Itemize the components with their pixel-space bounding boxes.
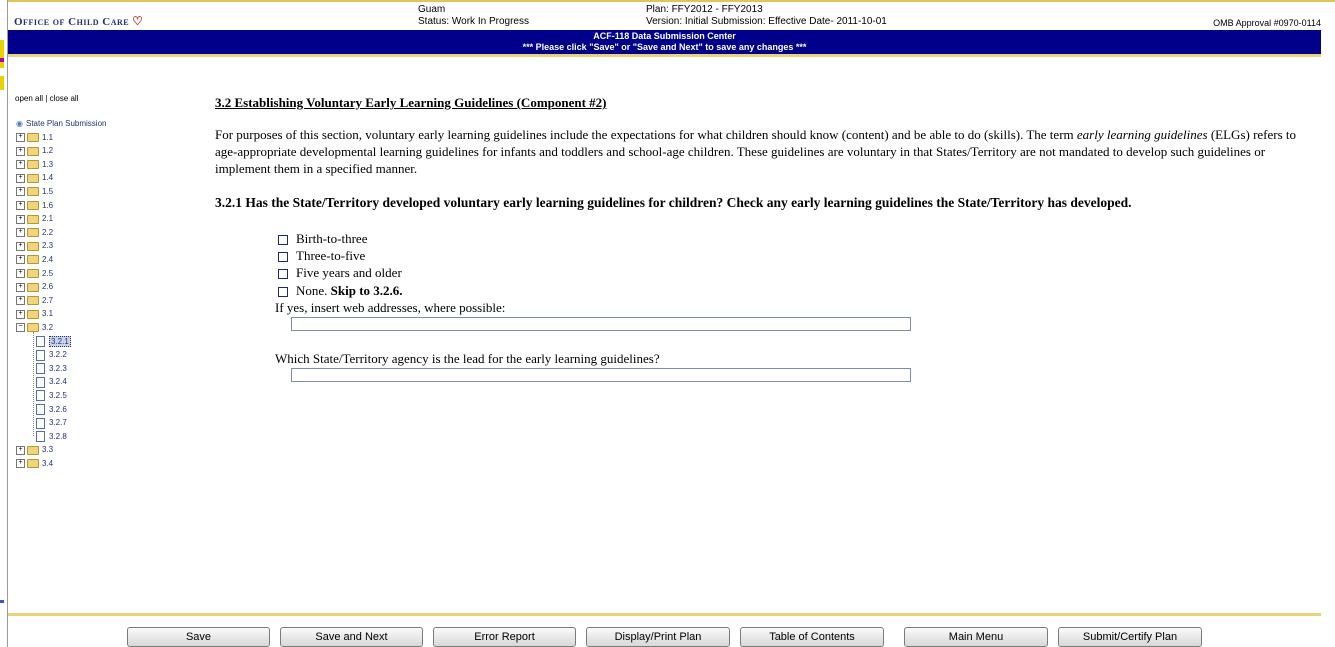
expand-icon[interactable]: + (16, 296, 25, 305)
expand-icon[interactable]: + (16, 242, 25, 251)
collapse-icon[interactable]: − (16, 323, 25, 332)
tree-folder-label: 2.3 (42, 241, 54, 251)
document-icon (36, 336, 45, 347)
tree-item-label: 3.2.2 (49, 350, 67, 360)
edge-marker (0, 600, 4, 603)
document-icon (36, 390, 45, 401)
document-icon (36, 404, 45, 415)
banner-notice: *** Please click "Save" or "Save and Next" to save any changes *** (522, 42, 807, 52)
tree-folder-label: 1.4 (42, 173, 54, 183)
web-address-input[interactable] (291, 317, 911, 331)
tree-folder-label: 2.1 (42, 214, 54, 224)
folder-icon (27, 160, 39, 169)
expand-icon[interactable]: + (16, 269, 25, 278)
document-icon (36, 377, 45, 388)
expand-icon[interactable]: + (16, 459, 25, 468)
tree-folder-2-1[interactable] (16, 213, 53, 225)
option-label: Three-to-five (296, 248, 366, 263)
expand-icon[interactable]: + (16, 283, 25, 292)
tree-folder-label: 1.1 (42, 132, 54, 142)
option-label: Five years and older (296, 265, 402, 280)
expand-icon[interactable]: + (16, 228, 25, 237)
option-label: Birth-to-three (296, 231, 368, 246)
section-intro (215, 126, 1307, 177)
tree-item-label: 3.2.3 (49, 363, 67, 373)
intro-emphasis: early learning guidelines (1076, 127, 1208, 142)
folder-icon (27, 147, 39, 156)
tree-folder-label: 1.5 (42, 187, 54, 196)
tree-folder-label: 1.3 (42, 159, 54, 169)
folder-icon (27, 446, 39, 455)
folder-icon (27, 187, 39, 196)
tree-item-3-2-7[interactable] (36, 417, 67, 429)
tree-folder-1-6[interactable] (16, 200, 53, 212)
option-five-and-older[interactable] (278, 265, 402, 281)
lead-agency-input[interactable] (291, 368, 911, 382)
expand-icon[interactable]: + (16, 160, 25, 169)
tree-folder-3-1[interactable] (16, 308, 53, 320)
tree-folder-2-3[interactable] (16, 240, 53, 252)
folder-icon (27, 174, 39, 183)
tree-item-3-2-2[interactable] (36, 349, 67, 361)
submit-certify-button[interactable]: Submit/Certify Plan (1058, 627, 1202, 647)
plan-status: Status: Work In Progress (418, 16, 529, 27)
edge-marker (0, 58, 4, 62)
tree-folder-1-4[interactable] (16, 172, 53, 184)
tree-item-3-2-4[interactable] (36, 376, 67, 388)
office-logo: Office of Child Care ♡ (14, 14, 144, 28)
tree-folder-label: 1.6 (42, 200, 54, 210)
tree-folder-label: 2.2 (42, 227, 54, 237)
tree-folder-2-6[interactable] (16, 281, 53, 293)
save-button[interactable]: Save (127, 627, 270, 647)
main-menu-button[interactable]: Main Menu (904, 627, 1048, 647)
option-birth-to-three[interactable] (278, 231, 367, 247)
document-icon (36, 350, 45, 361)
expand-icon[interactable]: + (16, 255, 25, 264)
folder-icon (27, 215, 39, 224)
tree-separator: | (43, 94, 50, 103)
tree-folder-label: 2.6 (42, 282, 54, 292)
checkbox[interactable] (278, 235, 288, 245)
folder-icon (27, 242, 39, 251)
folder-icon (27, 310, 39, 319)
tree-folder-label: 3.1 (42, 309, 54, 319)
tree-folder-2-4[interactable] (16, 254, 53, 266)
tree-item-label: 3.2.8 (49, 431, 67, 441)
divider (8, 54, 1321, 57)
checkbox[interactable] (278, 252, 288, 262)
expand-icon[interactable]: + (16, 133, 25, 142)
expand-icon[interactable]: + (16, 147, 25, 156)
folder-icon (27, 283, 39, 292)
plan-version: Version: Initial Submission: Effective Date- 2011-10-01 (646, 16, 887, 27)
edge-marker (0, 40, 4, 68)
tree-folder-2-7[interactable] (16, 295, 53, 307)
tree-folder-3-3[interactable] (16, 444, 53, 456)
tree-item-label: 3.2.7 (49, 418, 67, 428)
document-icon (36, 431, 45, 442)
tree-item-label: 3.2.4 (49, 377, 67, 387)
section-title: 3.2 Establishing Voluntary Early Learning Guidelines (Component #2) (215, 95, 607, 110)
folder-icon (27, 133, 39, 142)
expand-icon[interactable]: + (16, 215, 25, 224)
skip-instruction: Skip to 3.2.6. (330, 283, 403, 298)
tree-folder-label: 3.3 (42, 445, 54, 455)
tree-folder-label: 2.5 (42, 268, 54, 278)
tree-root[interactable] (16, 118, 106, 130)
tree-folder-1-5[interactable] (16, 186, 53, 198)
display-print-button[interactable]: Display/Print Plan (586, 627, 730, 647)
folder-icon (27, 459, 39, 468)
expand-icon[interactable]: + (16, 446, 25, 455)
tree-item-label: 3.2.1 (51, 336, 69, 346)
question-3-2-1: 3.2.1 Has the State/Territory developed voluntary early learning guidelines for children? Check any early learning guidelines the State/Territory has developed. (215, 195, 1132, 210)
lead-agency-label: Which State/Territory agency is the lead for the early learning guidelines? (275, 351, 660, 366)
globe-icon: ◉ (16, 119, 23, 128)
checkbox[interactable] (278, 287, 288, 297)
option-three-to-five[interactable] (278, 248, 365, 264)
close-all-link[interactable]: close all (49, 94, 79, 103)
folder-icon (27, 228, 39, 237)
folder-icon (27, 296, 39, 305)
tree-item-label: 3.2.5 (49, 391, 67, 400)
tree-folder-2-2[interactable] (16, 227, 53, 239)
tree-item-3-2-1[interactable] (36, 336, 71, 348)
tree-folder-1-3[interactable] (16, 159, 53, 171)
tree-item-label: 3.2.6 (49, 404, 67, 414)
tree-folder-3-4[interactable] (16, 458, 53, 470)
option-none[interactable] (278, 283, 403, 299)
open-all-link[interactable]: open all (15, 94, 44, 103)
plan-period: Plan: FFY2012 - FFY2013 (646, 4, 763, 15)
tree-root-label: State Plan Submission (25, 119, 107, 128)
tree-controls (15, 94, 78, 103)
tree-folder-2-5[interactable] (16, 268, 53, 280)
divider (8, 613, 1321, 616)
tree-folder-label: 1.2 (42, 146, 54, 156)
intro-text: For purposes of this section, voluntary early learning guidelines include the expectations for what children should know (content) and be able to do (skills). The term (215, 127, 1077, 142)
expand-icon[interactable]: + (16, 174, 25, 183)
tree-folder-label: 2.4 (42, 255, 54, 264)
folder-icon (27, 269, 39, 278)
tree-item-3-2-6[interactable] (36, 404, 67, 416)
document-icon (36, 418, 45, 429)
tree-connector (33, 332, 34, 437)
main-content (215, 95, 1310, 366)
expand-icon[interactable]: + (16, 201, 25, 210)
tree-folder-label: 3.2 (42, 323, 54, 332)
document-icon (36, 363, 45, 374)
page-header (8, 0, 1335, 30)
expand-icon[interactable]: + (16, 310, 25, 319)
omb-approval: OMB Approval #0970-0114 (1213, 18, 1321, 28)
expand-icon[interactable]: + (16, 187, 25, 196)
table-of-contents-button[interactable]: Table of Contents (740, 627, 884, 647)
tree-item-3-2-3[interactable] (36, 363, 67, 375)
tree-folder-1-1[interactable] (16, 132, 53, 144)
folder-icon (27, 201, 39, 210)
banner-title: ACF-118 Data Submission Center (593, 31, 736, 41)
tree-folder-label: 2.7 (42, 295, 54, 305)
edge-marker (0, 76, 4, 90)
tree-folder-3-2[interactable] (16, 322, 53, 334)
tree-folder-label: 3.4 (42, 459, 54, 468)
intro-text-cont: (ELGs) refers to age-appropriate developmental learning guidelines for infants and toddlers and school-age children. These guidelines are voluntary in that States/Territory are not mandated to develop such guidelines or implement them in a specified manner. (215, 127, 1297, 176)
checkbox[interactable] (278, 269, 288, 279)
heart-icon: ♡ (132, 14, 144, 28)
state-name: Guam (418, 4, 446, 15)
banner (8, 30, 1321, 54)
tree-item-3-2-8[interactable] (36, 431, 67, 443)
window-left-edge (0, 0, 8, 647)
tree-item-3-2-5[interactable] (36, 390, 67, 402)
option-label: None. (296, 283, 328, 298)
folder-icon (27, 255, 39, 264)
web-address-label: If yes, insert web addresses, where possible: (275, 300, 506, 315)
tree-folder-1-2[interactable] (16, 145, 53, 157)
save-and-next-button[interactable]: Save and Next (280, 627, 423, 647)
error-report-button[interactable]: Error Report (433, 627, 576, 647)
